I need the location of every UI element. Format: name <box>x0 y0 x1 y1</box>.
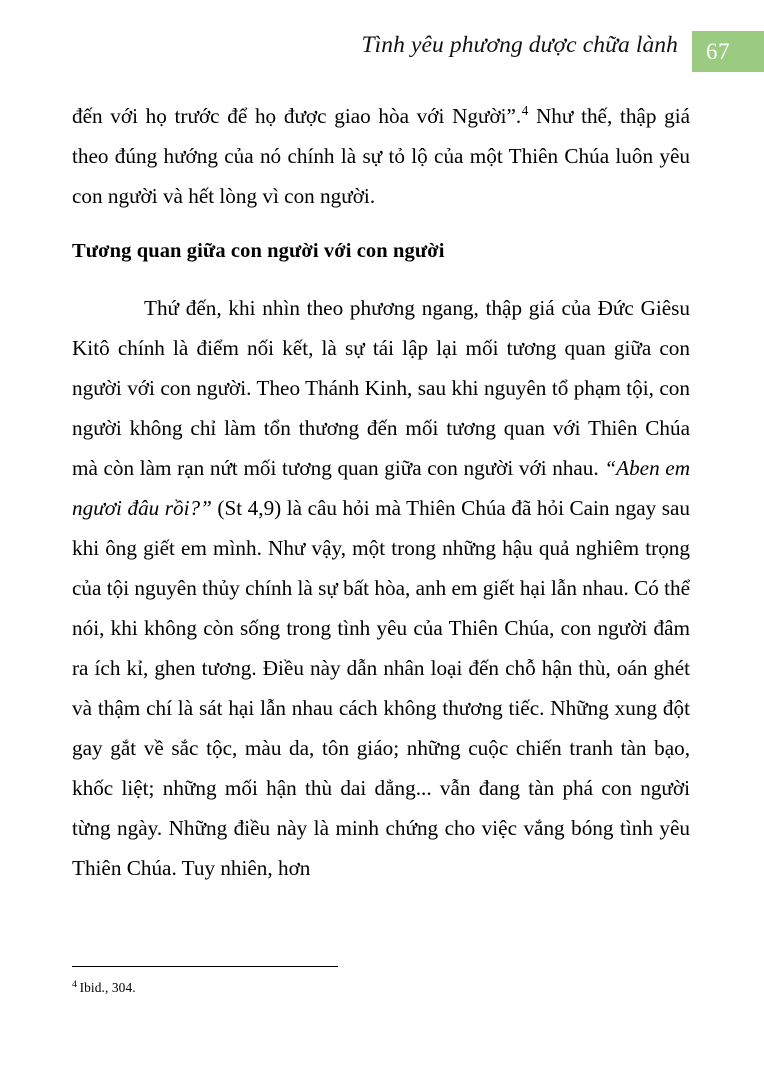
paragraph-main <box>72 288 690 888</box>
paragraph-text-before-footnote: đến với họ trước để họ được giao hòa với Người”. <box>72 104 522 128</box>
footnote-text: Ibid., 304. <box>79 980 136 995</box>
paragraph-main-segment-1: Thứ đến, khi nhìn theo phương ngang, thập giá của Đức Giêsu Kitô chính là điểm nối kết, là sự tái lập lại mối tương quan giữa con người với con người. Theo Thánh Kinh, sau khi nguyên tổ phạm tội, con người không chỉ làm tổn thương đến mối tương quan với Thiên Chúa mà còn làm rạn nứt mối tương quan giữa con người với nhau. <box>72 296 690 480</box>
paragraph-continuation <box>72 96 690 216</box>
footnote-item <box>72 979 690 997</box>
page-number: 67 <box>706 39 730 64</box>
header-title: Tình yêu phương dược chữa lành <box>361 32 678 58</box>
footnote-separator-rule <box>72 966 338 967</box>
footnote-area <box>72 966 690 997</box>
page-content <box>72 96 690 888</box>
paragraph-main-segment-2: (St 4,9) là câu hỏi mà Thiên Chúa đã hỏi Cain ngay sau khi ông giết em mình. Như vậy, một trong những hậu quả nghiêm trọng của tội nguyên thủy chính là sự bất hòa, anh em giết hại lẫn nhau. Có thể nói, khi không còn sống trong tình yêu của Thiên Chúa, con người đâm ra ích kỉ, ghen tương. Điều này dẫn nhân loại đến chỗ hận thù, oán ghét và thậm chí là sát hại lẫn nhau cách không thương tiếc. Những xung đột gay gắt về sắc tộc, màu da, tôn giáo; những cuộc chiến tranh tàn bạo, khốc liệt; những mối hận thù dai dẳng... vẫn đang tàn phá con người từng ngày. Những điều này là minh chứng cho việc vắng bóng tình yêu Thiên Chúa. Tuy nhiên, hơn <box>72 496 690 880</box>
footnote-marker: 4 <box>72 978 78 990</box>
footnote-reference-marker[interactable]: 4 <box>521 102 529 118</box>
page-header <box>0 0 764 88</box>
section-heading: Tương quan giữa con người với con người <box>72 240 445 262</box>
paragraph-text-after-footnote: Như thế, thập giá theo đúng hướng của nó chính là sự tỏ lộ của một Thiên Chúa luôn yêu con người và hết lòng vì con người. <box>72 104 690 208</box>
page-number-badge <box>692 31 764 72</box>
scripture-quote: “Aben em ngươi đâu rồi?” <box>72 456 691 520</box>
